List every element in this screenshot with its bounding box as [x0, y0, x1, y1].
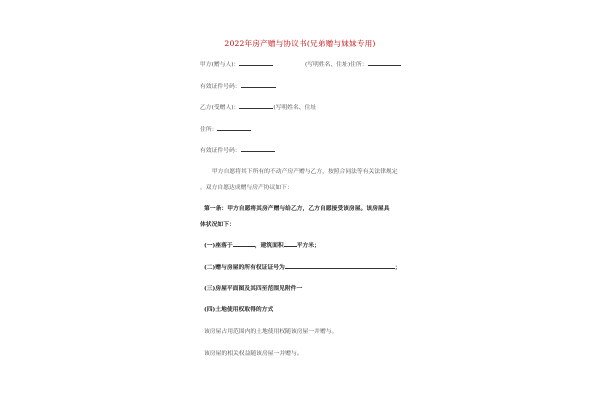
- item-2-line: [204, 262, 401, 271]
- intro-line-2: ，双方自愿达成赠与房产协议如下：: [200, 185, 293, 191]
- party-a-note: (写明姓名、住址)住所：: [305, 62, 368, 68]
- item-1-prefix: (一)座落于: [204, 243, 233, 249]
- party-a-residence-blank[interactable]: [368, 60, 401, 66]
- id-label-1: 有效证件号码：: [200, 84, 241, 90]
- item-4-line: (四)土地使用权取得的方式: [204, 307, 274, 313]
- id-blank-1[interactable]: [241, 82, 276, 88]
- party-b-label: 乙方(受赠人)：: [200, 105, 240, 111]
- party-a-label: 甲方(赠与人)：: [200, 62, 240, 68]
- residence-label: 住所：: [200, 127, 218, 133]
- article-1-line-1: 第一条：甲方自愿将其房产赠与给乙方，乙方自愿接受该房屋。该房屋具: [204, 206, 390, 212]
- paragraph-1: 该房屋占用范围内的土地使用权随该房屋一并赠与。: [204, 329, 338, 335]
- party-b-note: (写明姓名、住址: [273, 105, 317, 111]
- id-blank-2[interactable]: [241, 146, 275, 152]
- id-label-2: 有效证件号码：: [200, 148, 241, 154]
- party-a-residence-line: [305, 59, 401, 68]
- item-2-label: (二)赠与房屋的所有权证证号为: [204, 265, 285, 271]
- party-b-line: [200, 102, 316, 111]
- party-a-line: [200, 59, 273, 68]
- intro-line-1: 甲方自愿将其下所有的不动产房产赠与乙方，按照合同法等有关法律规定: [212, 169, 398, 175]
- party-a-name-blank[interactable]: [239, 60, 273, 66]
- party-b-name-blank[interactable]: [239, 103, 273, 109]
- paragraph-2: 该房屋的相关权益随该房屋一并赠与。: [204, 351, 303, 357]
- certificate-number-blank[interactable]: [285, 263, 395, 269]
- id-line-1: [200, 81, 276, 90]
- item-2-end: ；: [394, 265, 401, 271]
- residence-blank[interactable]: [217, 125, 251, 131]
- document-title: 2022年房产赠与协议书(兄弟赠与妹妹专用): [224, 39, 376, 48]
- location-blank[interactable]: [233, 241, 255, 247]
- item-3-line: (三)房屋平面图及其四至范围见附件一: [204, 286, 303, 292]
- id-line-2: [200, 145, 275, 154]
- residence-line: [200, 124, 251, 133]
- item-1-suffix: 平方米；: [296, 243, 320, 249]
- item-1-line: [204, 240, 320, 249]
- area-blank[interactable]: [284, 241, 297, 247]
- item-1-mid: ，建筑面积: [254, 243, 284, 249]
- article-1-line-2: 体状况如下：: [200, 222, 235, 228]
